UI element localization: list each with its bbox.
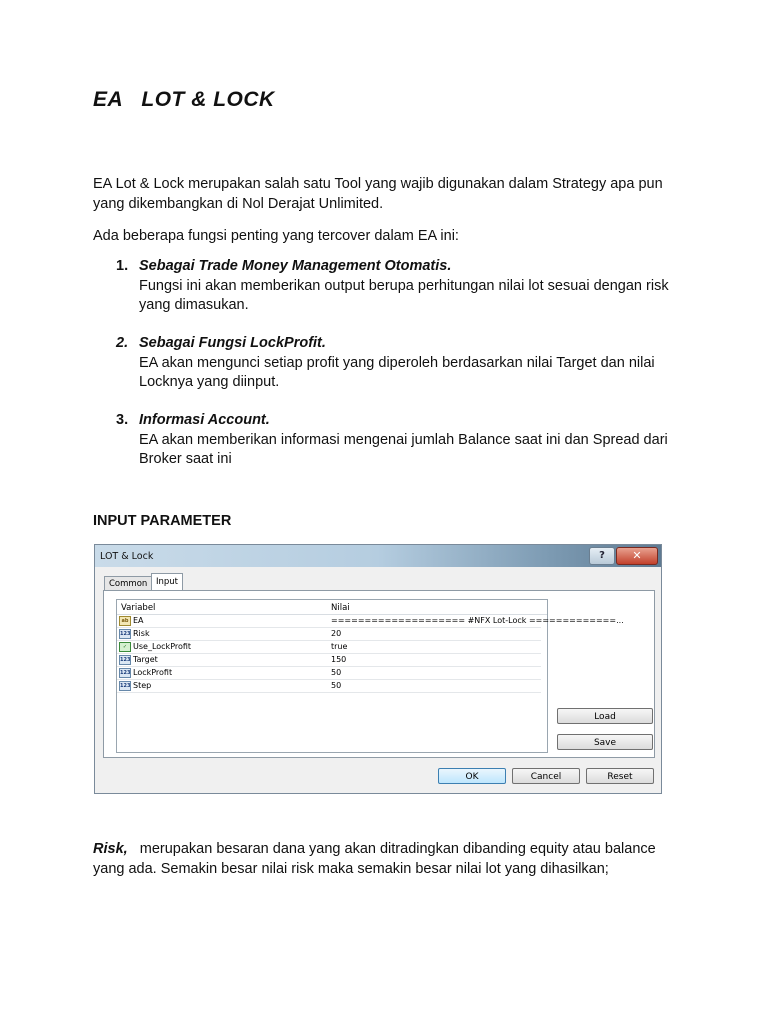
list-number: 2. [116, 335, 129, 351]
string-type-icon: ab [119, 616, 131, 626]
function-item-2 [116, 334, 676, 393]
functions-intro: Ada beberapa fungsi penting yang tercover dalam EA ini: [93, 228, 459, 244]
parameter-name: Step [133, 681, 152, 690]
table-row[interactable] [117, 640, 541, 654]
parameter-value[interactable]: true [331, 642, 348, 651]
parameter-value[interactable]: 50 [331, 681, 342, 690]
function-item-1 [116, 257, 676, 316]
table-row[interactable] [117, 679, 541, 693]
list-number: 3. [116, 412, 129, 428]
ea-settings-dialog [94, 544, 662, 794]
close-button[interactable]: ✕ [616, 547, 658, 565]
function-description: Fungsi ini akan memberikan output berupa perhitungan nilai lot sesuai dengan risk yang dimasukan. [139, 277, 669, 313]
function-heading: Sebagai Fungsi LockProfit. [139, 335, 326, 351]
parameter-value[interactable]: 50 [331, 668, 342, 677]
parameter-name: LockProfit [133, 668, 173, 677]
tab-input[interactable]: Input [151, 573, 183, 591]
integer-type-icon: 123 [120, 670, 131, 676]
help-button[interactable]: ? [589, 547, 615, 565]
input-tab-panel [103, 590, 655, 758]
table-row[interactable] [117, 627, 541, 641]
function-description: EA akan memberikan informasi mengenai jumlah Balance saat ini dan Spread dari Broker saat ini [139, 431, 668, 467]
input-parameter-heading: INPUT PARAMETER [93, 513, 232, 529]
parameter-name: Target [133, 655, 158, 664]
function-item-3 [116, 411, 676, 470]
parameter-value[interactable]: ==================== #NFX Lot-Lock =============... [331, 616, 624, 625]
reset-button[interactable]: Reset [586, 768, 654, 784]
document-title: EA LOT & LOCK [93, 88, 275, 111]
risk-term: Risk, [93, 841, 128, 857]
function-heading: Informasi Account. [139, 412, 270, 428]
function-heading: Sebagai Trade Money Management Otomatis. [139, 258, 452, 274]
table-header [117, 600, 547, 615]
save-button[interactable]: Save [557, 734, 653, 750]
parameter-name: Use_LockProfit [133, 642, 192, 651]
boolean-type-icon: ✓ [119, 642, 131, 652]
dialog-title: LOT & Lock [100, 551, 154, 562]
integer-type-icon: 123 [120, 631, 131, 637]
ok-button[interactable]: OK [438, 768, 506, 784]
risk-description: merupakan besaran dana yang akan ditradingkan dibanding equity atau balance yang ada. Semakin besar nilai risk maka semakin besar nilai lot yang dihasilkan; [93, 841, 660, 877]
intro-paragraph: EA Lot & Lock merupakan salah satu Tool yang wajib digunakan dalam Strategy apa pun yang dikembangkan di Nol Derajat Unlimited. [93, 176, 663, 212]
parameter-name: EA [133, 616, 144, 625]
cancel-button[interactable]: Cancel [512, 768, 580, 784]
parameter-value[interactable]: 150 [331, 655, 347, 664]
table-row[interactable] [117, 653, 541, 667]
list-number: 1. [116, 258, 129, 274]
load-button[interactable]: Load [557, 708, 653, 724]
parameter-value[interactable]: 20 [331, 629, 342, 638]
dialog-titlebar[interactable] [95, 545, 661, 567]
integer-type-icon: 123 [120, 683, 131, 689]
column-header-value[interactable]: Nilai [331, 603, 350, 613]
parameter-name: Risk [133, 629, 150, 638]
tab-common[interactable]: Common [104, 576, 152, 592]
table-row[interactable] [117, 666, 541, 680]
risk-definition [93, 840, 683, 879]
table-row[interactable] [117, 614, 624, 628]
column-header-variable[interactable]: Variabel [121, 603, 156, 613]
integer-type-icon: 123 [120, 657, 131, 663]
function-description: EA akan mengunci setiap profit yang diperoleh berdasarkan nilai Target dan nilai Locknya yang diinput. [139, 354, 655, 390]
